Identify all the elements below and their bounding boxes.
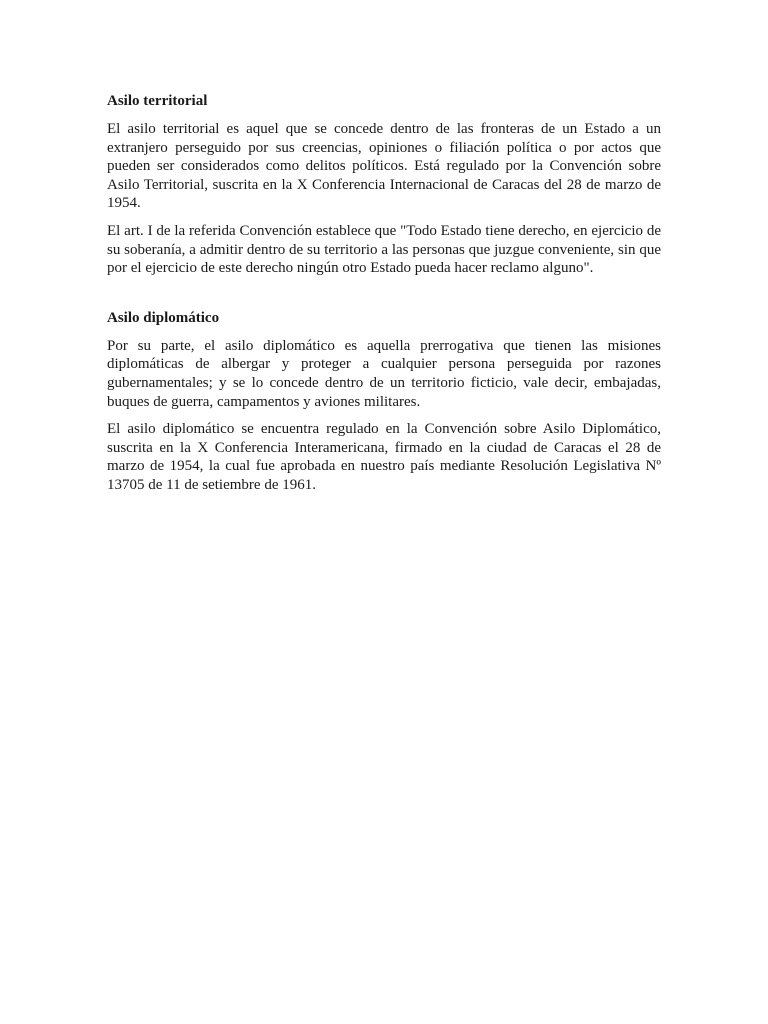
paragraph: El asilo territorial es aquel que se concede dentro de las fronteras de un Estado a un extranjero perseguido por sus creencias, opiniones o filiación política o por actos que pueden ser considerados como delitos políticos. Está regulado por la Convención sobre Asilo Territorial, suscrita en la X Conferencia Internacional de Caracas del 28 de marzo de 1954. [107,121,661,212]
paragraph: Por su parte, el asilo diplomático es aquella prerrogativa que tienen las misiones diplomáticas de albergar y proteger a cualquier persona perseguida por razones gubernamentales; y se lo concede dentro de un territorio ficticio, vale decir, embajadas, buques de guerra, campamentos y aviones militares. [107,337,661,410]
paragraph: El art. I de la referida Convención establece que "Todo Estado tiene derecho, en ejercicio de su soberanía, a admitir dentro de su territorio a las personas que juzgue conveniente, sin que por el ejercicio de este derecho ningún otro Estado pueda hacer reclamo alguno". [107,222,661,277]
section-asilo-territorial [107,92,661,278]
section-heading: Asilo territorial [107,93,208,109]
section-heading: Asilo diplomático [107,309,220,326]
section-spacer [107,287,661,309]
document-page [107,92,661,504]
paragraph: El asilo diplomático se encuentra regulado en la Convención sobre Asilo Diplomático, suscrita en la X Conferencia Interamericana, firmado en la ciudad de Caracas el 28 de marzo de 1954, la cual fue aprobada en nuestro país mediante Resolución Legislativa Nº 13705 de 11 de setiembre de 1961. [107,421,661,493]
section-asilo-diplomatico [107,309,661,495]
